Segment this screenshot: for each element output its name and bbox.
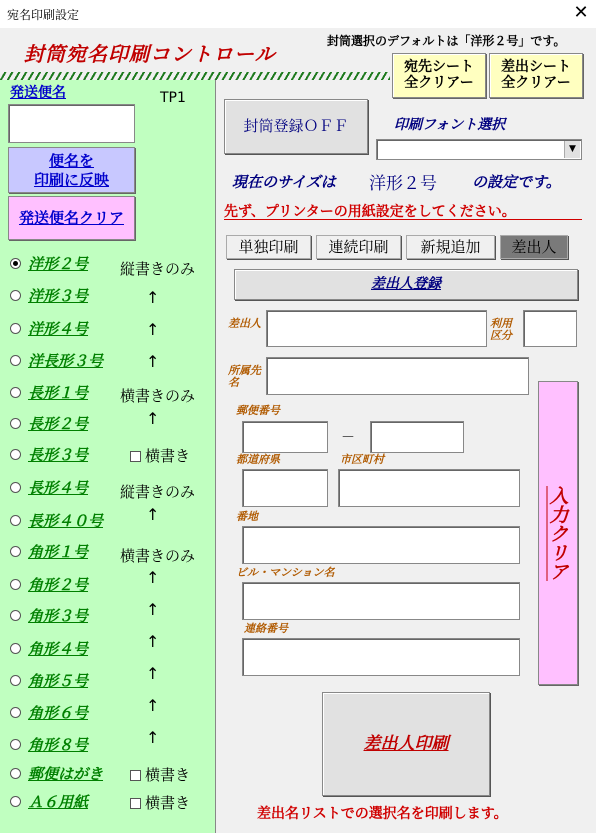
horizontal-checkbox[interactable]	[130, 792, 190, 813]
radio-icon[interactable]	[10, 796, 21, 807]
font-select-dropdown[interactable]	[376, 139, 582, 160]
arrow-up-icon: ↑	[146, 728, 160, 747]
arrow-up-icon: ↑	[146, 320, 160, 339]
button-line: 印刷に反映	[33, 171, 109, 189]
horizontal-checkbox[interactable]	[130, 764, 190, 785]
radio-icon[interactable]	[10, 418, 21, 429]
arrow-up-icon: ↑	[146, 352, 160, 371]
radio-icon[interactable]	[10, 707, 21, 718]
default-envelope-note: 封筒選択のデフォルトは「洋形２号」です。	[327, 34, 566, 48]
window-titlebar	[0, 0, 596, 28]
clear-sender-name-button[interactable]: 発送便名クリア	[8, 196, 135, 240]
vertical-only-note: 縦書きのみ	[120, 260, 196, 278]
radio-icon[interactable]	[10, 323, 21, 334]
building-field[interactable]	[242, 582, 520, 620]
contact-label: 連絡番号	[244, 622, 288, 635]
radio-icon[interactable]	[10, 515, 21, 526]
radio-icon[interactable]	[10, 387, 21, 398]
postal-code-field-2[interactable]	[370, 421, 464, 453]
radio-icon[interactable]	[10, 290, 21, 301]
radio-icon[interactable]	[10, 739, 21, 750]
checkbox-icon[interactable]	[130, 770, 141, 781]
arrow-up-icon: ↑	[146, 664, 160, 683]
radio-icon[interactable]	[10, 546, 21, 557]
radio-label: 長形４号	[28, 479, 89, 497]
arrow-up-icon: ↑	[146, 600, 160, 619]
footer-note: 差出名リストでの選択名を印刷します。	[257, 806, 508, 822]
horizontal-checkbox[interactable]	[130, 445, 190, 466]
button-line: 全クリアー	[404, 75, 474, 91]
checkbox-label: 横書き	[145, 766, 191, 784]
usage-field[interactable]	[523, 310, 577, 347]
radio-icon[interactable]	[10, 449, 21, 460]
chevron-down-icon[interactable]: ▼	[564, 141, 580, 158]
input-clear-button[interactable]: 入力クリア	[538, 381, 578, 685]
size-prefix: 現在のサイズは	[232, 173, 336, 191]
checkbox-label: 横書き	[145, 794, 191, 812]
sender-register-button[interactable]: 差出人登録	[234, 269, 578, 300]
radio-icon[interactable]	[10, 579, 21, 590]
font-select-label: 印刷フォント選択	[394, 117, 506, 133]
radio-label: 洋形３号	[28, 287, 89, 305]
address-field[interactable]	[242, 526, 520, 564]
radio-label: 洋形４号	[28, 320, 89, 338]
radio-label: 郵便はがき	[28, 765, 104, 783]
radio-label: 洋長形３号	[28, 352, 104, 370]
sender-name-input[interactable]	[8, 104, 135, 143]
radio-icon[interactable]	[10, 355, 21, 366]
building-label: ビル・マンション名	[236, 566, 335, 579]
button-line: 差出シート	[501, 59, 571, 75]
radio-icon[interactable]	[10, 610, 21, 621]
horizontal-only-note: 横書きのみ	[120, 387, 196, 405]
radio-icon[interactable]	[10, 643, 21, 654]
radio-label: 長形１号	[28, 384, 89, 402]
radio-label: 角形３号	[28, 607, 89, 625]
prefecture-field[interactable]	[242, 469, 328, 507]
sender-name-label: 発送便名	[10, 85, 66, 101]
envelope-register-button[interactable]: 封筒登録ＯＦＦ	[224, 99, 368, 154]
postal-code-field-1[interactable]	[242, 421, 328, 453]
usage-field-label: 利用区分	[490, 317, 512, 342]
clear-sender-sheet-button[interactable]	[489, 53, 583, 98]
postal-code-label: 郵便番号	[236, 404, 280, 417]
arrow-up-icon: ↑	[146, 409, 160, 428]
tp-label: TP1	[160, 90, 186, 106]
arrow-up-icon: ↑	[146, 696, 160, 715]
radio-label: 角形２号	[28, 576, 89, 594]
arrow-up-icon: ↑	[146, 632, 160, 651]
vertical-only-note: 縦書きのみ	[120, 483, 196, 501]
tab-continuous-print[interactable]: 連続印刷	[316, 235, 401, 259]
contact-field[interactable]	[242, 638, 520, 676]
radio-label: 角形４号	[28, 640, 89, 658]
sender-name-field[interactable]	[266, 310, 487, 347]
reflect-sender-button[interactable]	[8, 147, 135, 193]
sender-print-button[interactable]: 差出人印刷	[322, 692, 490, 796]
radio-icon[interactable]	[10, 258, 21, 269]
button-line: 宛先シート	[404, 59, 474, 75]
radio-label: 長形４０号	[28, 512, 104, 530]
radio-label: 角形５号	[28, 672, 89, 690]
affiliation-field-label: 所属先名	[228, 364, 261, 389]
tab-new-entry[interactable]: 新規追加	[406, 235, 495, 259]
close-icon[interactable]: ✕	[573, 2, 589, 23]
address-label: 番地	[236, 510, 258, 523]
window-title: 宛名印刷設定	[7, 8, 80, 22]
postal-dash: －	[341, 430, 355, 446]
printer-notice: 先ず、プリンターの用紙設定をしてください。	[224, 204, 516, 220]
radio-label: Ａ６用紙	[28, 793, 89, 811]
radio-icon[interactable]	[10, 768, 21, 779]
tab-sender[interactable]: 差出人	[500, 235, 568, 259]
radio-label: 角形１号	[28, 543, 89, 561]
tab-single-print[interactable]: 単独印刷	[226, 235, 311, 259]
form-title: 封筒宛名印刷コントロール	[24, 42, 276, 66]
radio-label: 角形６号	[28, 704, 89, 722]
arrow-up-icon: ↑	[146, 568, 160, 587]
sender-name-field-label: 差出人	[228, 317, 261, 330]
button-line: 全クリアー	[501, 75, 571, 91]
checkbox-icon[interactable]	[130, 451, 141, 462]
clear-address-sheet-button[interactable]	[392, 53, 486, 98]
radio-icon[interactable]	[10, 482, 21, 493]
radio-label: 角形８号	[28, 736, 89, 754]
arrow-up-icon: ↑	[146, 288, 160, 307]
checkbox-label: 横書き	[145, 447, 191, 465]
radio-label: 長形３号	[28, 446, 89, 464]
button-line: 便名を	[48, 152, 94, 170]
current-size-value: 洋形２号	[369, 174, 437, 194]
city-label: 市区町村	[340, 453, 384, 466]
radio-label: 洋形２号	[28, 255, 89, 273]
prefecture-label: 都道府県	[236, 453, 280, 466]
hatched-divider	[0, 72, 390, 80]
city-field[interactable]	[338, 469, 520, 507]
arrow-up-icon: ↑	[146, 505, 160, 524]
affiliation-field[interactable]	[266, 357, 529, 395]
radio-label: 長形２号	[28, 415, 89, 433]
notice-underline	[224, 219, 582, 220]
horizontal-only-note: 横書きのみ	[120, 547, 196, 565]
radio-icon[interactable]	[10, 675, 21, 686]
size-suffix: の設定です。	[472, 173, 561, 191]
checkbox-icon[interactable]	[130, 798, 141, 809]
